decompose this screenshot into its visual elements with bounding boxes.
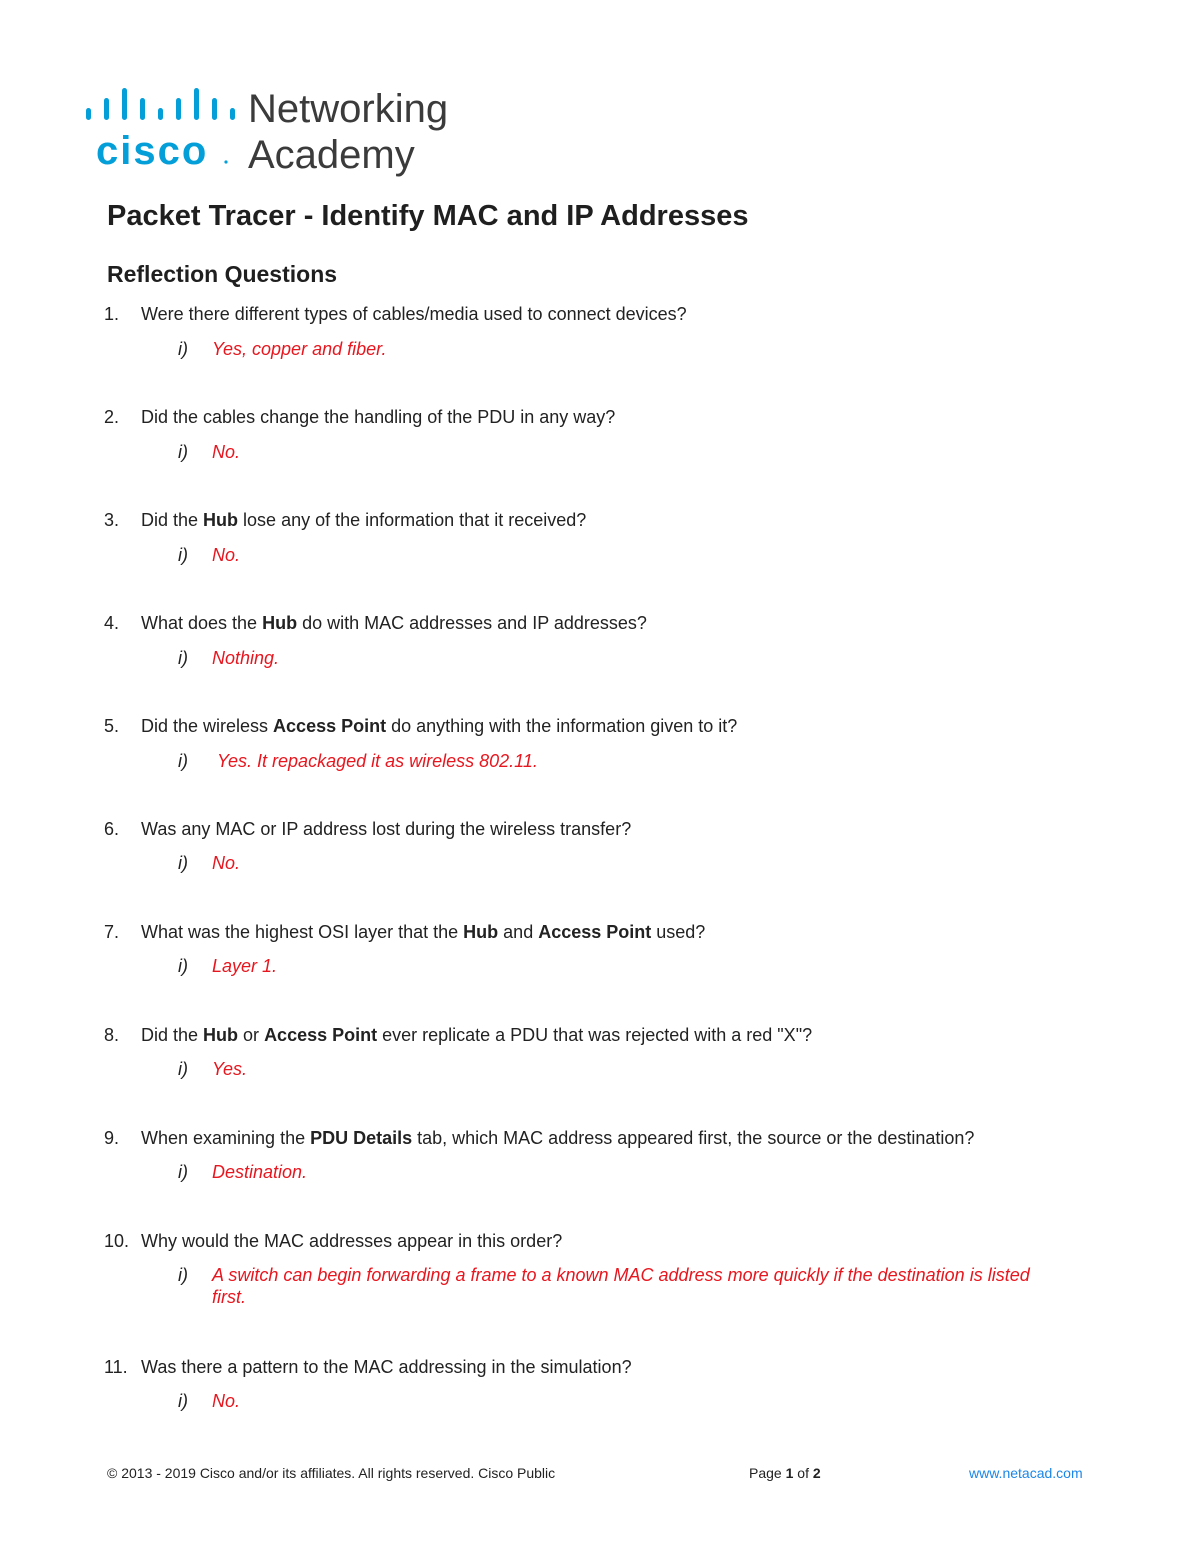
- answer-marker: i): [178, 751, 188, 771]
- footer: [107, 1465, 1097, 1485]
- answer-text: No.: [212, 545, 241, 565]
- question-text: Why would the MAC addresses appear in this order?: [141, 1231, 563, 1251]
- question-text: When examining the PDU Details tab, which MAC address appeared first, the source or the destination?: [141, 1128, 975, 1148]
- section-heading: Reflection Questions: [107, 261, 338, 287]
- cisco-bars-icon: [86, 88, 235, 120]
- question-number: 6.: [104, 819, 120, 839]
- answer-marker: i): [178, 545, 188, 565]
- footer-copyright: © 2013 - 2019 Cisco and/or its affiliates. All rights reserved. Cisco Public: [107, 1465, 556, 1481]
- page-title: Packet Tracer - Identify MAC and IP Addresses: [107, 200, 749, 232]
- footer-link-netacad[interactable]: www.netacad.com: [969, 1465, 1083, 1481]
- answer-marker: i): [178, 1162, 188, 1182]
- cisco-wordmark: cisco: [96, 129, 209, 173]
- question-number: 2.: [104, 407, 120, 427]
- question-number: 1.: [104, 304, 120, 324]
- answer-marker: i): [178, 1265, 188, 1285]
- question-number: 4.: [104, 613, 120, 633]
- answer-marker: i): [178, 648, 188, 668]
- footer-page-number: Page 1 of 2: [749, 1465, 821, 1481]
- question-number: 3.: [104, 510, 120, 530]
- question-number: 5.: [104, 716, 120, 736]
- answer-text: Destination.: [212, 1162, 308, 1182]
- question-number: 7.: [104, 922, 120, 942]
- question-text: Was there a pattern to the MAC addressing in the simulation?: [141, 1357, 632, 1377]
- question-number: 10.: [104, 1231, 130, 1251]
- question-text: What was the highest OSI layer that the Hub and Access Point used?: [141, 922, 706, 942]
- answer-marker: i): [178, 442, 188, 462]
- question-text: Were there different types of cables/media used to connect devices?: [141, 304, 687, 324]
- answer-text: A switch can begin forwarding a frame to a known MAC address more quickly if the destination is listed first.: [212, 1265, 1035, 1307]
- answer-marker: i): [178, 956, 188, 976]
- logo-line-networking: Networking: [248, 87, 449, 131]
- question-number: 9.: [104, 1128, 120, 1148]
- answer-text: Nothing.: [212, 648, 280, 668]
- cisco-networking-academy-logo: [84, 84, 474, 180]
- question-text: Did the wireless Access Point do anything with the information given to it?: [141, 716, 738, 736]
- answer-text: No.: [212, 853, 241, 873]
- question-text: What does the Hub do with MAC addresses and IP addresses?: [141, 613, 647, 633]
- answer-marker: i): [178, 853, 188, 873]
- answer-text: No.: [212, 442, 241, 462]
- answer-marker: i): [178, 339, 188, 359]
- question-text: Did the Hub or Access Point ever replicate a PDU that was rejected with a red "X"?: [141, 1025, 813, 1045]
- question-text: Was any MAC or IP address lost during the wireless transfer?: [141, 819, 632, 839]
- answer-text: Yes. It repackaged it as wireless 802.11.: [212, 751, 538, 771]
- question-text: Did the cables change the handling of the PDU in any way?: [141, 407, 616, 427]
- answer-text: No.: [212, 1391, 241, 1411]
- logo-line-academy: Academy: [248, 133, 415, 177]
- answer-marker: i): [178, 1059, 188, 1079]
- answer-text: Yes, copper and fiber.: [212, 339, 387, 359]
- question-text: Did the Hub lose any of the information that it received?: [141, 510, 587, 530]
- answer-text: Layer 1.: [212, 956, 278, 976]
- answer-marker: i): [178, 1391, 188, 1411]
- question-number: 8.: [104, 1025, 120, 1045]
- answer-text: Yes.: [212, 1059, 248, 1079]
- question-number: 11.: [104, 1357, 128, 1377]
